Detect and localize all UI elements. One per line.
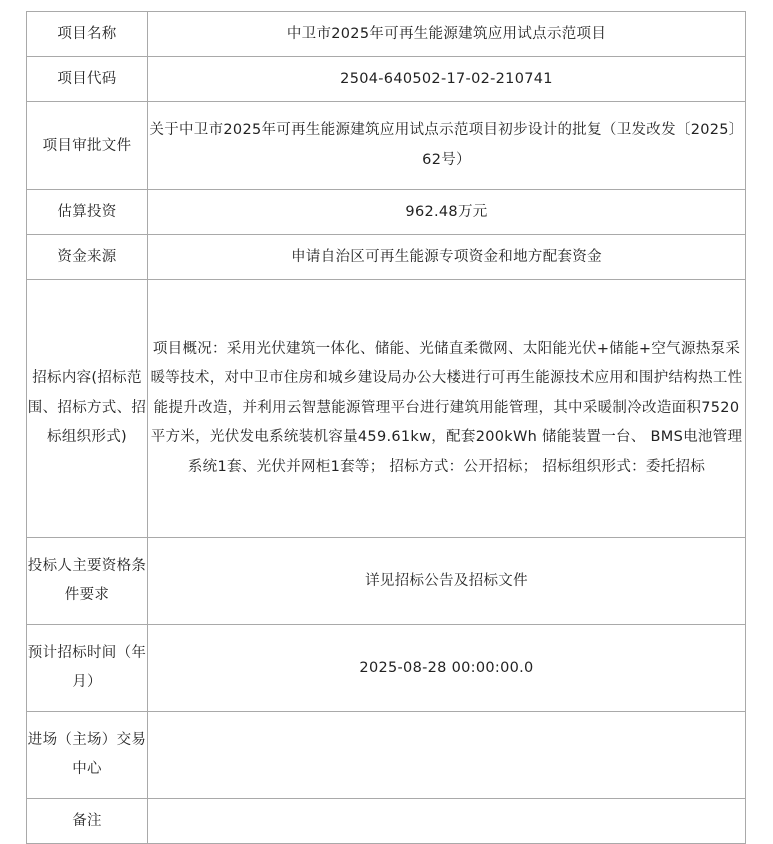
value-investment: 962.48万元 [148, 190, 746, 235]
value-project-code: 2504-640502-17-02-210741 [148, 57, 746, 102]
row-fund-source [27, 235, 746, 280]
value-project-name: 中卫市2025年可再生能源建筑应用试点示范项目 [148, 12, 746, 57]
label-approval-doc: 项目审批文件 [27, 102, 148, 190]
value-bid-time: 2025-08-28 00:00:00.0 [148, 625, 746, 712]
label-trading-center: 进场（主场）交易中心 [27, 712, 148, 799]
row-investment [27, 190, 746, 235]
label-project-code: 项目代码 [27, 57, 148, 102]
project-info-table [26, 11, 746, 844]
row-bid-time [27, 625, 746, 712]
row-bid-content [27, 280, 746, 538]
label-remarks: 备注 [27, 799, 148, 844]
label-fund-source: 资金来源 [27, 235, 148, 280]
value-bid-content: 项目概况：采用光伏建筑一体化、储能、光储直柔微网、太阳能光伏+储能+空气源热泵采暖等技术，对中卫市住房和城乡建设局办公大楼进行可再生能源技术应用和围护结构热工性能提升改造，并利用云智慧能源管理平台进行建筑用能管理，其中采暖制冷改造面积7520平方米，光伏发电系统装机容量459.61kw，配套200kWh 储能装置一台、 BMS电池管理系统1套、光伏并网柜1套等； 招标方式：公开招标； 招标组织形式：委托招标 [148, 280, 746, 538]
label-investment: 估算投资 [27, 190, 148, 235]
row-project-code [27, 57, 746, 102]
row-approval-doc [27, 102, 746, 190]
value-bidder-qualification: 详见招标公告及招标文件 [148, 538, 746, 625]
label-project-name: 项目名称 [27, 12, 148, 57]
value-remarks [148, 799, 746, 844]
value-trading-center [148, 712, 746, 799]
row-bidder-qualification [27, 538, 746, 625]
row-remarks [27, 799, 746, 844]
row-trading-center [27, 712, 746, 799]
value-approval-doc: 关于中卫市2025年可再生能源建筑应用试点示范项目初步设计的批复（卫发改发〔2025〕62号） [148, 102, 746, 190]
label-bid-time: 预计招标时间（年 月） [27, 625, 148, 712]
row-project-name [27, 12, 746, 57]
label-bid-content: 招标内容(招标范围、招标方式、招标组织形式) [27, 280, 148, 538]
value-fund-source: 申请自治区可再生能源专项资金和地方配套资金 [148, 235, 746, 280]
label-bidder-qualification: 投标人主要资格条件要求 [27, 538, 148, 625]
